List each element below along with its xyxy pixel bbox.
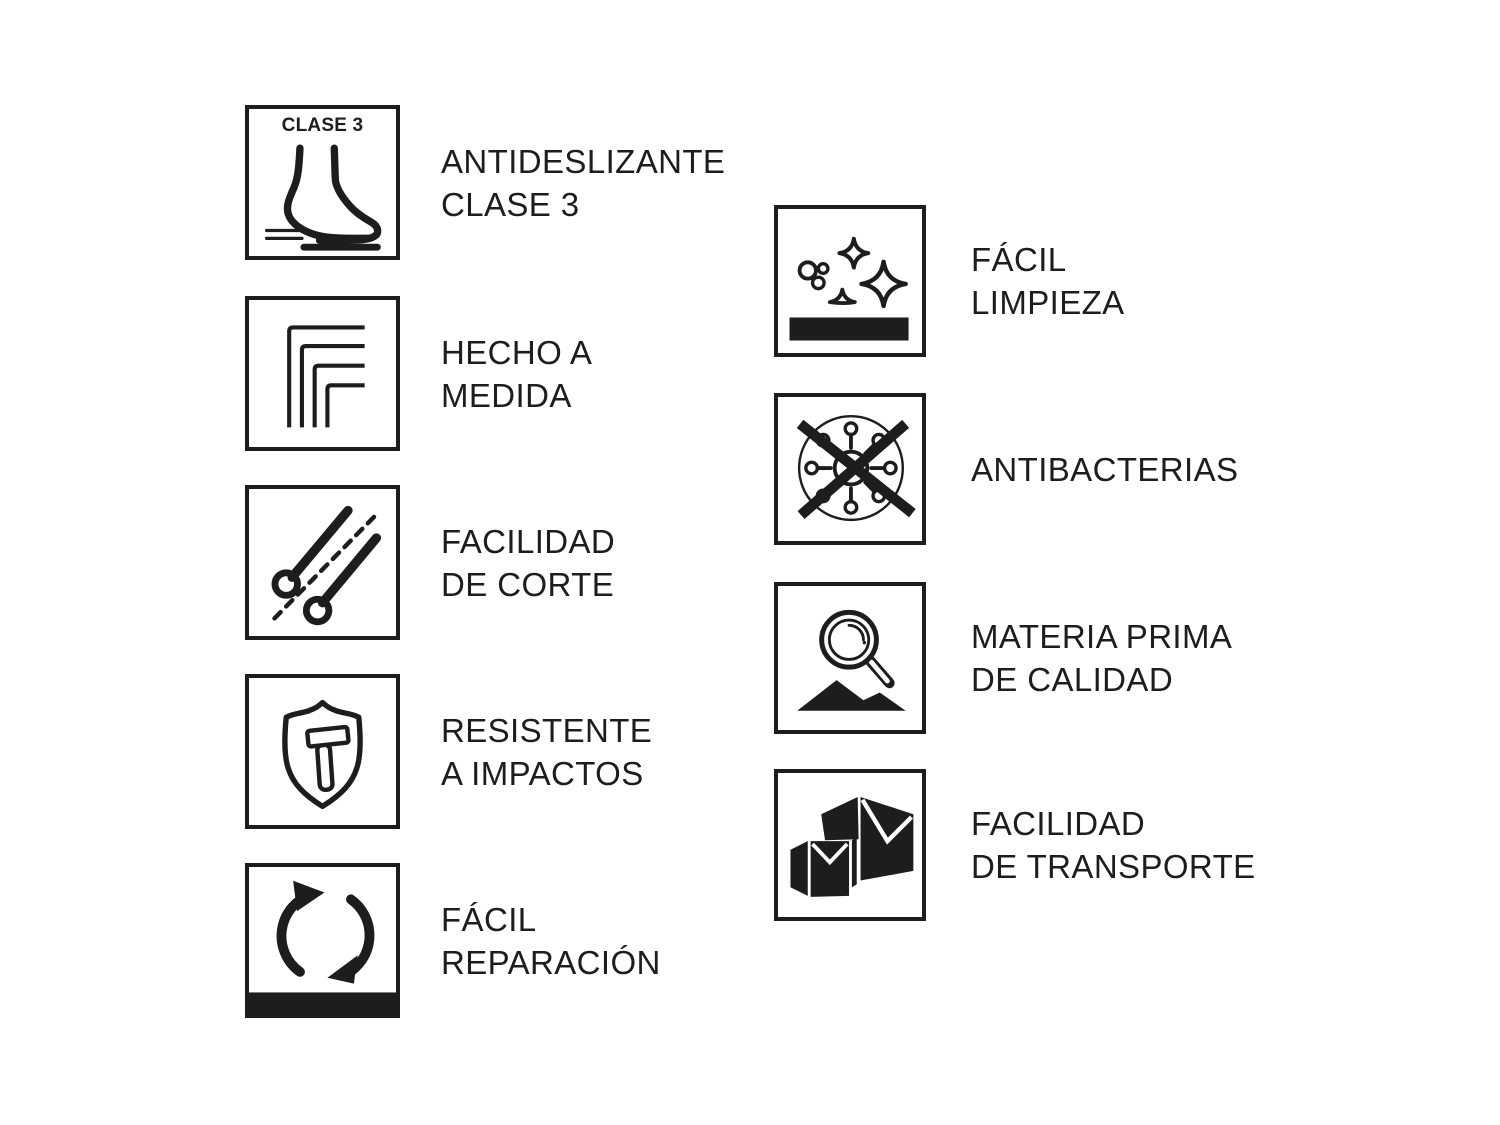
feature-facil-reparacion	[245, 863, 661, 1018]
label-line: RESISTENTE	[441, 711, 653, 749]
label-line: FÁCIL	[441, 900, 537, 938]
shipping-boxes-icon	[778, 773, 922, 917]
label-line: REPARACIÓN	[441, 943, 661, 981]
icon-tile	[774, 582, 926, 734]
icon-tile	[774, 205, 926, 357]
icon-tile	[245, 863, 400, 1018]
feature-materia-prima-de-calidad	[774, 582, 1232, 734]
feature-antideslizante-clase-3	[245, 105, 725, 260]
magnifier-mountains-icon	[778, 586, 922, 730]
feature-hecho-a-medida	[245, 296, 592, 451]
icon-tile	[245, 105, 400, 260]
shield-hammer-icon	[249, 678, 396, 825]
label-line: DE TRANSPORTE	[971, 848, 1256, 885]
label-line: FACILIDAD	[971, 805, 1146, 842]
label-line: DE CORTE	[441, 565, 615, 603]
feature-label	[441, 709, 652, 795]
icon-tile	[245, 296, 400, 451]
label-line: ANTIBACTERIAS	[971, 450, 1239, 488]
label-line: HECHO A	[441, 333, 593, 371]
label-line: LIMPIEZA	[971, 284, 1125, 321]
feature-facil-limpieza	[774, 205, 1125, 357]
feature-label	[971, 448, 1238, 491]
icon-tile	[245, 674, 400, 829]
label-line: A IMPACTOS	[441, 754, 644, 792]
label-line: ANTIDESLIZANTE	[441, 142, 726, 180]
feature-facilidad-de-transporte	[774, 769, 1256, 921]
feature-resistente-a-impactos	[245, 674, 652, 829]
feature-label	[971, 802, 1256, 888]
feature-label	[971, 615, 1232, 701]
class3-badge: CLASE 3	[281, 115, 364, 136]
feature-label	[441, 331, 592, 417]
feature-label	[441, 140, 725, 226]
label-line: MATERIA PRIMA	[971, 618, 1233, 655]
label-line: CLASE 3	[441, 185, 580, 223]
no-bacteria-icon	[778, 397, 922, 541]
icon-tile	[245, 485, 400, 640]
feature-antibacterias	[774, 393, 1238, 545]
scissors-icon	[249, 489, 396, 636]
label-line: MEDIDA	[441, 376, 572, 414]
icon-tile	[774, 393, 926, 545]
feature-label	[441, 520, 615, 606]
feature-label	[441, 898, 661, 984]
label-line: DE CALIDAD	[971, 661, 1174, 698]
refresh-arrows-icon	[249, 867, 396, 1014]
label-line: FÁCIL	[971, 241, 1067, 278]
icon-tile	[774, 769, 926, 921]
feature-facilidad-de-corte	[245, 485, 615, 640]
nested-corners-icon	[249, 300, 396, 447]
label-line: FACILIDAD	[441, 522, 616, 560]
sparkles-clean-icon	[778, 209, 922, 353]
feature-label	[971, 238, 1125, 324]
